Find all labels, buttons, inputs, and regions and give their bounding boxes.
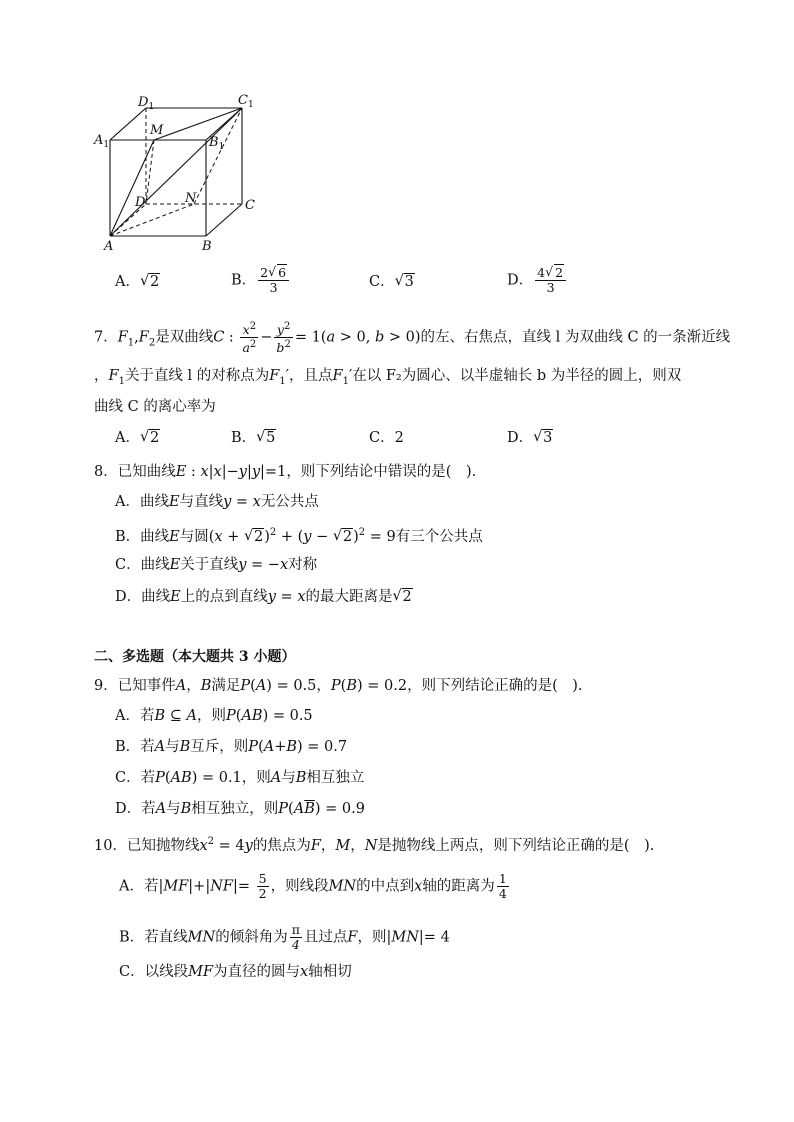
q7-options (115, 428, 715, 462)
q7-option-a[interactable]: A． √ 2 (115, 428, 160, 448)
q8-option-b[interactable]: B．曲线E与圆(x + √ 2)$^2$ + (y − √ 2)$^2$ = 9有三个公共点 (115, 523, 483, 547)
q8-option-a[interactable]: A．曲线E与直线y = x无公共点 (115, 494, 319, 510)
q9-option-b[interactable]: B．若A与B互斥，则P(A+B) = 0.7 (115, 739, 348, 755)
q10-stem: 10．已知抛物线$x^2 = 4y$的焦点为F，M，N是抛物线上两点，则下列结论正确的是( ). (94, 836, 655, 854)
q9-option-c[interactable]: C．若P(AB) = 0.1，则A与B相互独立 (115, 770, 365, 786)
label-b1: $B_1$ (209, 135, 225, 152)
label-c: C (245, 198, 255, 213)
cube-figure (88, 88, 278, 253)
q6-option-b[interactable]: B． $\frac{2 √ 6}{3}$ (231, 266, 291, 295)
q8-stem: 8．已知曲线E : x|x|−y|y|=1，则下列结论中错误的是( ). (94, 464, 477, 480)
q10-option-b[interactable]: B．若直线MN的倾斜角为 $\frac{\pi}{4}$ 且过点F，则|MN|= 4 (119, 922, 450, 952)
edge-a1d1 (110, 108, 146, 140)
q6-option-a[interactable]: A． √ 2 (115, 272, 160, 292)
q9-option-d[interactable]: D．若A与B相互独立，则$P(A\overline{B}) = 0.9$ (115, 801, 365, 817)
q9-stem: 9．已知事件A，B满足P(A) = 0.5，P(B) = 0.2，则下列结论正确的是( ). (94, 678, 583, 694)
label-b: B (202, 239, 212, 253)
segment-ac1 (110, 108, 242, 236)
q7-stem-line1: 7．$F_1,F_2$是双曲线C : $\frac{x^2}{a^2}$ − $\frac{y^2}{b^2}$ = 1(a > 0, b > 0)的左、右焦点，直线 l 为双曲线 C 的一条渐近线 (94, 321, 731, 356)
q7-option-d[interactable]: D． √ 3 (507, 428, 553, 448)
cube-diagram (88, 88, 278, 253)
q10-option-c[interactable]: C．以线段MF为直径的圆与x轴相切 (119, 964, 352, 980)
segment-am (110, 140, 154, 236)
q6-options (115, 266, 715, 300)
label-d: D (135, 195, 146, 210)
q8-option-c[interactable]: C．曲线E关于直线y = −x对称 (115, 557, 318, 573)
label-a1: $A_1$ (94, 133, 110, 150)
q9-option-a[interactable]: A．若B ⊆ A，则P(AB) = 0.5 (115, 708, 313, 724)
label-n: N (185, 191, 197, 206)
q6-option-c[interactable]: C． √ 3 (369, 272, 415, 292)
q7-option-c[interactable]: C．2 (369, 430, 404, 446)
q10-option-a[interactable]: A．若|MF|+|NF|= $\frac{5}{2}$ ，则线段MN的中点到x轴的距离为 $\frac{1}{4}$ (119, 871, 507, 901)
label-a: A (104, 239, 114, 253)
label-m: M (150, 123, 164, 138)
section-title-multi-choice: 二、多选题（本大题共 3 小题） (94, 649, 296, 665)
q6-option-d[interactable]: D． $\frac{4 √ 2}{3}$ (507, 266, 568, 295)
edge-bc (206, 204, 242, 236)
q8-option-d[interactable]: D．曲线E上的点到直线y = x的最大距离是 √ 2 (115, 587, 413, 607)
q7-option-b[interactable]: B． √ 5 (231, 428, 276, 448)
label-c1: $C_1$ (238, 93, 254, 110)
q7-stem-line2: ，$F_1$关于直线 l 的对称点为$F_1'$，且点$F_1'$在以 F₂为圆心、以半虚轴长 b 为半径的圆上，则双 (94, 368, 682, 387)
q7-stem-line3: 曲线 C 的离心率为 (94, 399, 216, 415)
label-d1: $D_1$ (138, 95, 155, 112)
